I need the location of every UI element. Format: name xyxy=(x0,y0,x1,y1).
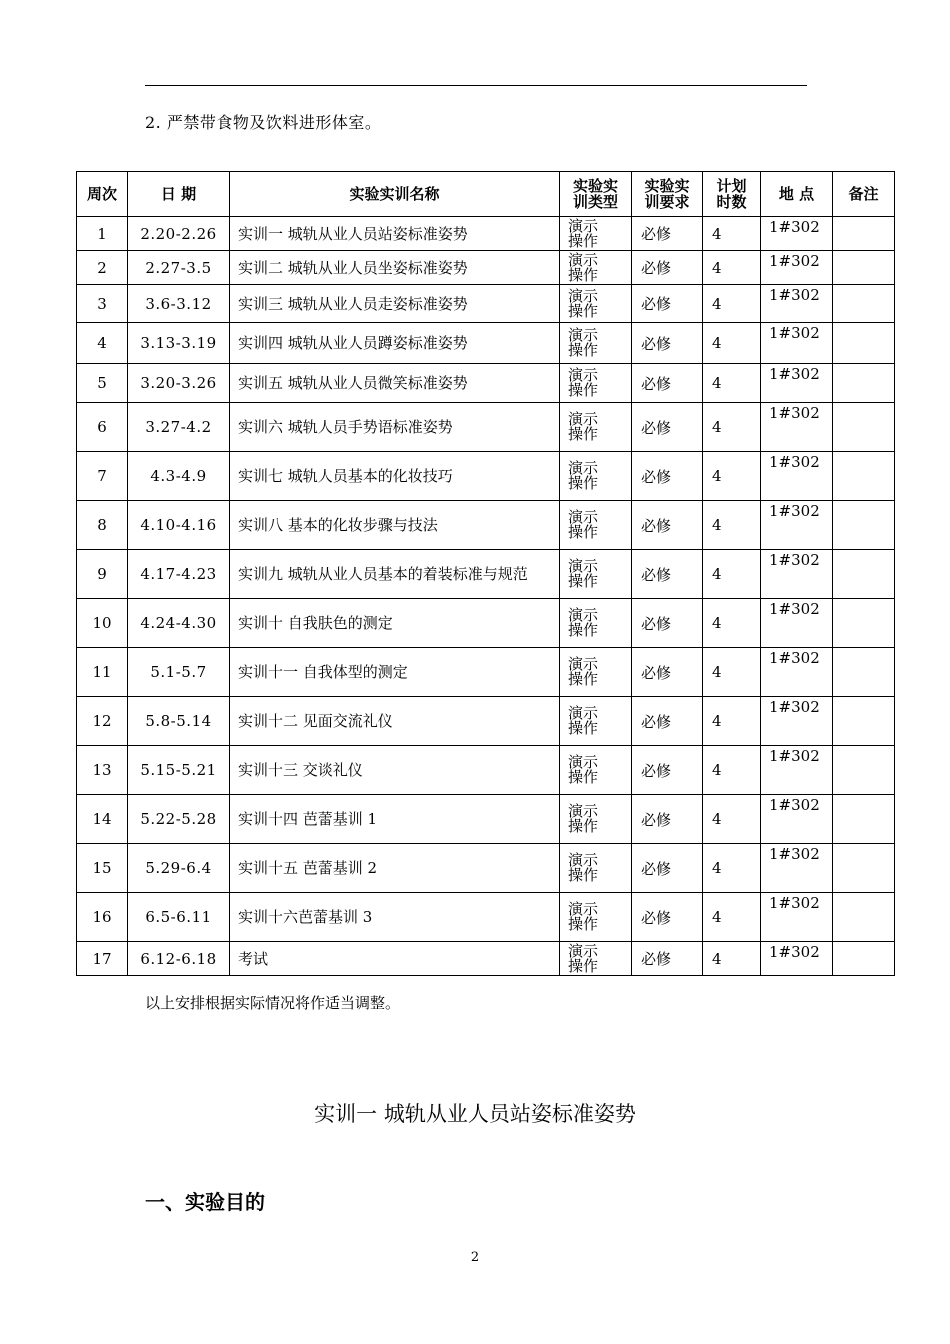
cell-remark xyxy=(833,795,895,844)
cell-location: 1#302 xyxy=(761,844,833,893)
cell-type xyxy=(560,893,632,942)
cell-requirement: 必修 xyxy=(632,217,703,251)
cell-date: 2.20-2.26 xyxy=(128,217,230,251)
cell-week: 3 xyxy=(77,285,128,323)
cell-requirement: 必修 xyxy=(632,648,703,697)
cell-type-line: 演示 xyxy=(568,704,599,722)
cell-hours: 4 xyxy=(703,746,761,795)
cell-type xyxy=(560,501,632,550)
cell-date: 5.29-6.4 xyxy=(128,844,230,893)
cell-date: 5.22-5.28 xyxy=(128,795,230,844)
cell-type-line: 演示 xyxy=(568,410,599,428)
cell-training-name: 实训九 城轨从业人员基本的着装标准与规范 xyxy=(230,550,560,599)
cell-type-line: 操作 xyxy=(568,425,599,443)
cell-location: 1#302 xyxy=(761,403,833,452)
cell-training-name: 实训十五 芭蕾基训 2 xyxy=(230,844,560,893)
cell-requirement: 必修 xyxy=(632,746,703,795)
cell-type-line: 操作 xyxy=(568,866,599,884)
table-header-row xyxy=(77,172,895,217)
col-header-type-line: 训类型 xyxy=(572,193,618,211)
cell-training-name: 实训十二 见面交流礼仪 xyxy=(230,697,560,746)
cell-type xyxy=(560,364,632,403)
cell-hours: 4 xyxy=(703,697,761,746)
cell-remark xyxy=(833,403,895,452)
cell-training-name: 实训五 城轨从业人员微笑标准姿势 xyxy=(230,364,560,403)
cell-location: 1#302 xyxy=(761,697,833,746)
cell-date: 5.1-5.7 xyxy=(128,648,230,697)
cell-week: 8 xyxy=(77,501,128,550)
table-row xyxy=(77,648,895,697)
cell-date: 3.20-3.26 xyxy=(128,364,230,403)
cell-type-line: 演示 xyxy=(568,216,599,235)
cell-training-name: 实训六 城轨人员手势语标准姿势 xyxy=(230,403,560,452)
page-number: 2 xyxy=(470,1250,480,1265)
table-row xyxy=(77,746,895,795)
cell-type-line: 演示 xyxy=(568,900,599,918)
cell-requirement: 必修 xyxy=(632,452,703,501)
cell-type-line: 演示 xyxy=(568,286,599,305)
cell-training-name: 实训二 城轨从业人员坐姿标准姿势 xyxy=(230,251,560,285)
cell-type xyxy=(560,323,632,364)
cell-remark xyxy=(833,746,895,795)
cell-hours: 4 xyxy=(703,893,761,942)
table-row xyxy=(77,251,895,285)
table-row xyxy=(77,893,895,942)
cell-type-line: 操作 xyxy=(568,231,599,250)
cell-type-line: 操作 xyxy=(568,381,599,399)
table-row xyxy=(77,403,895,452)
cell-remark xyxy=(833,364,895,403)
cell-hours: 4 xyxy=(703,501,761,550)
cell-type-line: 操作 xyxy=(568,301,599,320)
cell-type-line: 操作 xyxy=(568,719,599,737)
cell-date: 4.24-4.30 xyxy=(128,599,230,648)
cell-hours: 4 xyxy=(703,942,761,976)
table-row xyxy=(77,942,895,976)
cell-type xyxy=(560,285,632,323)
cell-date: 6.12-6.18 xyxy=(128,942,230,976)
table-row xyxy=(77,795,895,844)
cell-date: 4.17-4.23 xyxy=(128,550,230,599)
cell-remark xyxy=(833,599,895,648)
cell-location: 1#302 xyxy=(761,942,833,976)
cell-week: 12 xyxy=(77,697,128,746)
cell-type xyxy=(560,648,632,697)
cell-training-name: 实训十一 自我体型的测定 xyxy=(230,648,560,697)
cell-hours: 4 xyxy=(703,323,761,364)
cell-week: 5 xyxy=(77,364,128,403)
note-no-food: 2. 严禁带食物及饮料进形体室。 xyxy=(145,113,382,132)
cell-type-line: 操作 xyxy=(568,768,599,786)
table-row xyxy=(77,452,895,501)
table-row xyxy=(77,364,895,403)
cell-requirement: 必修 xyxy=(632,844,703,893)
training-schedule-table xyxy=(76,171,895,976)
cell-requirement: 必修 xyxy=(632,285,703,323)
col-header-week: 周次 xyxy=(77,172,128,217)
col-header-hours xyxy=(703,172,761,217)
cell-week: 10 xyxy=(77,599,128,648)
cell-training-name: 实训三 城轨从业人员走姿标准姿势 xyxy=(230,285,560,323)
cell-hours: 4 xyxy=(703,217,761,251)
cell-type-line: 操作 xyxy=(568,956,599,975)
col-header-hours-line: 时数 xyxy=(716,193,747,211)
cell-type xyxy=(560,452,632,501)
cell-location: 1#302 xyxy=(761,452,833,501)
cell-training-name: 实训七 城轨人员基本的化妆技巧 xyxy=(230,452,560,501)
cell-hours: 4 xyxy=(703,403,761,452)
cell-type-line: 演示 xyxy=(568,250,599,269)
col-header-name: 实验实训名称 xyxy=(230,172,560,217)
cell-hours: 4 xyxy=(703,795,761,844)
cell-week: 14 xyxy=(77,795,128,844)
cell-type-line: 操作 xyxy=(568,621,599,639)
cell-type-line: 演示 xyxy=(568,459,599,477)
cell-type-line: 演示 xyxy=(568,655,599,673)
cell-week: 13 xyxy=(77,746,128,795)
cell-requirement: 必修 xyxy=(632,251,703,285)
cell-date: 6.5-6.11 xyxy=(128,893,230,942)
cell-type-line: 操作 xyxy=(568,474,599,492)
col-header-location: 地 点 xyxy=(761,172,833,217)
cell-type xyxy=(560,251,632,285)
cell-training-name: 实训八 基本的化妆步骤与技法 xyxy=(230,501,560,550)
cell-week: 2 xyxy=(77,251,128,285)
cell-location: 1#302 xyxy=(761,893,833,942)
col-header-requirement-line: 实验实 xyxy=(644,177,690,195)
cell-hours: 4 xyxy=(703,550,761,599)
cell-requirement: 必修 xyxy=(632,323,703,364)
cell-date: 3.13-3.19 xyxy=(128,323,230,364)
cell-type xyxy=(560,942,632,976)
cell-requirement: 必修 xyxy=(632,403,703,452)
cell-date: 3.6-3.12 xyxy=(128,285,230,323)
cell-type-line: 操作 xyxy=(568,341,599,359)
cell-location: 1#302 xyxy=(761,285,833,323)
cell-date: 2.27-3.5 xyxy=(128,251,230,285)
cell-remark xyxy=(833,501,895,550)
cell-week: 15 xyxy=(77,844,128,893)
cell-requirement: 必修 xyxy=(632,599,703,648)
cell-type-line: 操作 xyxy=(568,670,599,688)
cell-type-line: 操作 xyxy=(568,817,599,835)
cell-location: 1#302 xyxy=(761,648,833,697)
header-rule xyxy=(145,85,807,86)
cell-type-line: 演示 xyxy=(568,753,599,771)
cell-date: 3.27-4.2 xyxy=(128,403,230,452)
cell-requirement: 必修 xyxy=(632,697,703,746)
cell-remark xyxy=(833,648,895,697)
col-header-remark: 备注 xyxy=(833,172,895,217)
cell-remark xyxy=(833,697,895,746)
cell-requirement: 必修 xyxy=(632,550,703,599)
cell-type xyxy=(560,403,632,452)
cell-remark xyxy=(833,285,895,323)
col-header-requirement-line: 训要求 xyxy=(644,193,690,211)
cell-requirement: 必修 xyxy=(632,795,703,844)
cell-hours: 4 xyxy=(703,285,761,323)
cell-training-name: 实训十四 芭蕾基训 1 xyxy=(230,795,560,844)
table-row xyxy=(77,550,895,599)
cell-week: 7 xyxy=(77,452,128,501)
cell-remark xyxy=(833,893,895,942)
cell-location: 1#302 xyxy=(761,795,833,844)
cell-date: 5.8-5.14 xyxy=(128,697,230,746)
cell-hours: 4 xyxy=(703,452,761,501)
cell-week: 6 xyxy=(77,403,128,452)
table-body xyxy=(77,217,895,976)
cell-location: 1#302 xyxy=(761,501,833,550)
cell-location: 1#302 xyxy=(761,364,833,403)
cell-hours: 4 xyxy=(703,251,761,285)
table-row xyxy=(77,285,895,323)
cell-type-line: 演示 xyxy=(568,851,599,869)
cell-location: 1#302 xyxy=(761,251,833,285)
cell-type xyxy=(560,217,632,251)
cell-location: 1#302 xyxy=(761,323,833,364)
cell-training-name: 考试 xyxy=(230,942,560,976)
cell-type-line: 操作 xyxy=(568,265,599,284)
cell-requirement: 必修 xyxy=(632,942,703,976)
table-row xyxy=(77,697,895,746)
cell-type-line: 演示 xyxy=(568,941,599,960)
cell-date: 5.15-5.21 xyxy=(128,746,230,795)
cell-type-line: 操作 xyxy=(568,523,599,541)
col-header-type-line: 实验实 xyxy=(572,177,618,195)
cell-remark xyxy=(833,550,895,599)
table-row xyxy=(77,217,895,251)
cell-remark xyxy=(833,942,895,976)
table-row xyxy=(77,501,895,550)
cell-hours: 4 xyxy=(703,844,761,893)
cell-training-name: 实训四 城轨从业人员蹲姿标准姿势 xyxy=(230,323,560,364)
col-header-hours-line: 计划 xyxy=(716,177,747,195)
note-adjustment: 以上安排根据实际情况将作适当调整。 xyxy=(145,994,401,1012)
cell-location: 1#302 xyxy=(761,550,833,599)
cell-type-line: 演示 xyxy=(568,508,599,526)
cell-type-line: 操作 xyxy=(568,572,599,590)
col-header-requirement xyxy=(632,172,703,217)
heading-experiment-purpose: 一、实验目的 xyxy=(145,1190,265,1214)
cell-type-line: 演示 xyxy=(568,326,599,344)
cell-hours: 4 xyxy=(703,599,761,648)
cell-remark xyxy=(833,323,895,364)
cell-type xyxy=(560,746,632,795)
cell-remark xyxy=(833,844,895,893)
cell-training-name: 实训十 自我肤色的测定 xyxy=(230,599,560,648)
cell-week: 16 xyxy=(77,893,128,942)
cell-requirement: 必修 xyxy=(632,893,703,942)
table-row xyxy=(77,844,895,893)
cell-hours: 4 xyxy=(703,648,761,697)
cell-type xyxy=(560,697,632,746)
cell-type-line: 演示 xyxy=(568,606,599,624)
col-header-type xyxy=(560,172,632,217)
cell-type xyxy=(560,844,632,893)
cell-type-line: 演示 xyxy=(568,802,599,820)
cell-type xyxy=(560,550,632,599)
cell-hours: 4 xyxy=(703,364,761,403)
cell-requirement: 必修 xyxy=(632,364,703,403)
cell-week: 17 xyxy=(77,942,128,976)
table-row xyxy=(77,599,895,648)
cell-date: 4.3-4.9 xyxy=(128,452,230,501)
cell-location: 1#302 xyxy=(761,217,833,251)
cell-type-line: 演示 xyxy=(568,557,599,575)
cell-type xyxy=(560,599,632,648)
table-row xyxy=(77,323,895,364)
cell-location: 1#302 xyxy=(761,599,833,648)
cell-training-name: 实训十三 交谈礼仪 xyxy=(230,746,560,795)
cell-type-line: 演示 xyxy=(568,366,599,384)
cell-requirement: 必修 xyxy=(632,501,703,550)
cell-week: 4 xyxy=(77,323,128,364)
cell-week: 1 xyxy=(77,217,128,251)
cell-type-line: 操作 xyxy=(568,915,599,933)
cell-type xyxy=(560,795,632,844)
cell-remark xyxy=(833,452,895,501)
col-header-date: 日 期 xyxy=(128,172,230,217)
cell-location: 1#302 xyxy=(761,746,833,795)
section-title: 实训一 城轨从业人员站姿标准姿势 xyxy=(314,1102,636,1126)
cell-remark xyxy=(833,251,895,285)
cell-remark xyxy=(833,217,895,251)
cell-training-name: 实训十六芭蕾基训 3 xyxy=(230,893,560,942)
cell-week: 9 xyxy=(77,550,128,599)
cell-training-name: 实训一 城轨从业人员站姿标准姿势 xyxy=(230,217,560,251)
cell-date: 4.10-4.16 xyxy=(128,501,230,550)
cell-week: 11 xyxy=(77,648,128,697)
